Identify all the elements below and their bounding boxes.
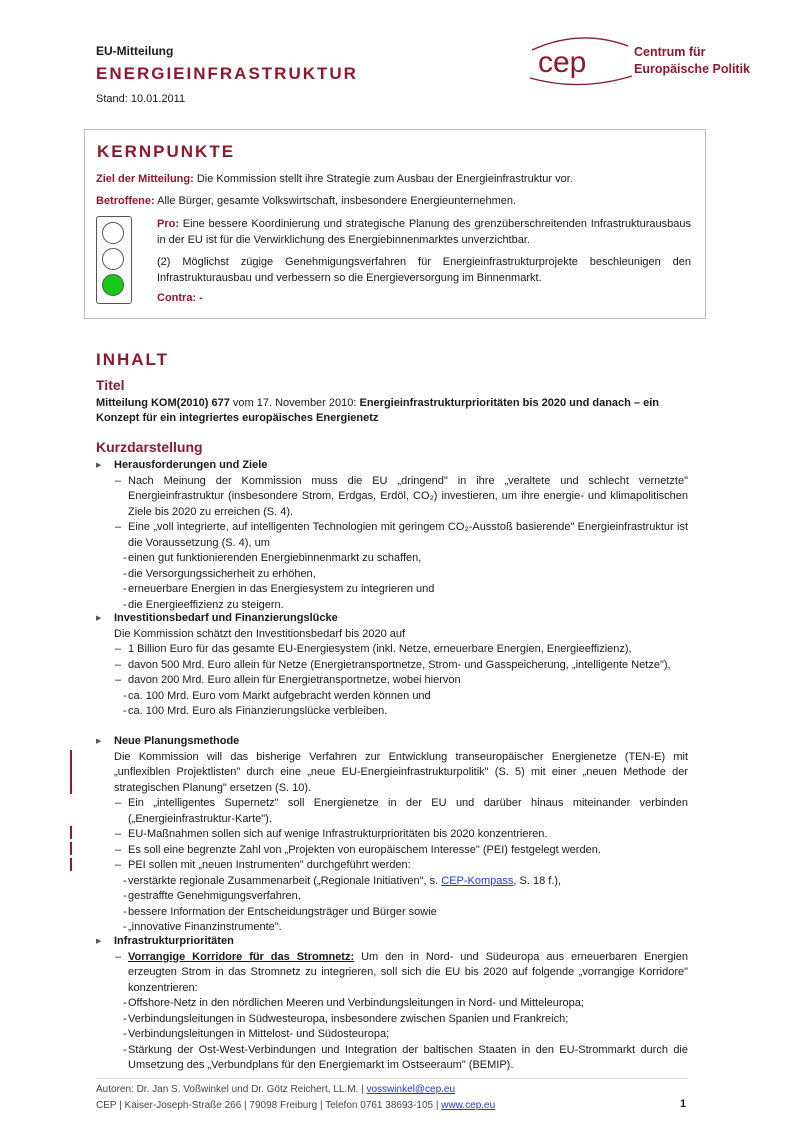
email-link[interactable]: vosswinkel@cep.eu — [366, 1084, 456, 1095]
betroffene-text: Alle Bürger, gesamte Volkswirtschaft, insbesondere Energieunternehmen. — [154, 195, 517, 207]
change-bar — [70, 826, 72, 839]
sub-item: - einen gut funktionierenden Energiebinnenmarkt zu schaffen, — [96, 551, 688, 567]
titel-plain: vom 17. November 2010: — [229, 397, 360, 409]
ziel-label: Ziel der Mitteilung: — [96, 173, 194, 185]
sub-item: - „innovative Finanzinstrumente". — [96, 920, 688, 936]
inhalt-heading: INHALT — [96, 350, 170, 369]
document-type: EU-Mitteilung — [96, 44, 174, 58]
section-intro: Die Kommission schätzt den Investitionsbedarf bis 2020 auf — [114, 627, 406, 640]
document-date: Stand: 10.01.2011 — [96, 93, 186, 105]
sub-item-text: verstärkte regionale Zusammenarbeit („Regionale Initiativen", s. — [128, 874, 442, 887]
change-bar — [70, 858, 72, 871]
dash-item: – davon 500 Mrd. Euro allein für Netze (Energietransportnetze, Strom- und Gasspeicherung, „intelligente Netze"), — [96, 658, 688, 674]
pro-paragraph — [157, 217, 691, 248]
dash-item: – Nach Meinung der Kommission muss die EU „dringend" in ihre „veraltete und schlecht vernetzte" Energieinfrastruktur (insbesondere Strom, Erdgas, Erdöl, CO₂) investieren, um ihre energie- und klimapolitischen Ziele bis 2020 zu erreichen (S. 4). — [96, 474, 688, 521]
korridore-text: Um den in Nord- und Südeuropa aus erneuerbaren Energien erzeugten Strom in das Stromnetz zu integrieren, soll sich die EU bis 2020 auf folgende „vorrangige Korridore" konzentrieren: — [128, 950, 688, 994]
section-heading: ▶ Herausforderungen und Ziele — [96, 458, 688, 474]
titel-heading: Titel — [96, 377, 125, 393]
sub-item: - Verbindungsleitungen in Mittelost- und Südosteuropa; — [96, 1027, 688, 1043]
cep-logo — [528, 30, 633, 86]
address-text: CEP | Kaiser-Joseph-Straße 266 | 79098 Freiburg | Telefon 0761 38693-105 | — [96, 1100, 442, 1111]
sub-item: - ca. 100 Mrd. Euro vom Markt aufgebracht werden können und — [96, 689, 688, 705]
dash-item: – EU-Maßnahmen sollen sich auf wenige Infrastrukturprioritäten bis 2020 konzentrieren. — [96, 827, 688, 843]
ziel-text: Die Kommission stellt ihre Strategie zum Ausbau der Energieinfrastruktur vor. — [193, 173, 573, 185]
section-heading: ▶ Neue Planungsmethode — [96, 734, 688, 750]
org-line-2: Europäische Politik — [634, 62, 751, 76]
footer-address — [96, 1098, 688, 1114]
cep-kompass-link[interactable]: CEP-Kompass — [441, 874, 514, 887]
sub-item: - ca. 100 Mrd. Euro als Finanzierungslücke verbleiben. — [96, 704, 688, 720]
dash-item: – Eine „voll integrierte, auf intelligenten Technologien mit geringem CO₂-Ausstoß basierende" Energieinfrastruktur ist die Voraussetzung (S. 4), um — [96, 520, 688, 551]
section-heading: ▶ Infrastrukturprioritäten — [96, 934, 688, 950]
logo-text: cep — [538, 46, 587, 79]
sub-item: - die Energieeffizienz zu steigern. — [96, 598, 688, 614]
org-line-1: Centrum für — [634, 45, 706, 59]
sub-item: - Stärkung der Ost-West-Verbindungen und Integration der baltischen Staaten in den EU-Strommarkt durch die Umsetzung des „Verbundplans für den Energiemarkt im Ostseeraum" (BEMIP). — [96, 1043, 688, 1074]
organization-name — [634, 44, 750, 78]
document-title: ENERGIEINFRASTRUKTUR — [96, 64, 358, 83]
footer-divider — [96, 1078, 688, 1079]
contra-label: Contra: — [157, 292, 197, 304]
dash-item: – 1 Billion Euro für das gesamte EU-Energiesystem (inkl. Netze, erneuerbare Energien, Energieeffizienz), — [96, 642, 688, 658]
footer-authors — [96, 1082, 688, 1098]
sub-item: - die Versorgungssicherheit zu erhöhen, — [96, 567, 688, 583]
sub-item: - gestraffte Genehmigungsverfahren, — [96, 889, 688, 905]
sub-item: - Offshore-Netz in den nördlichen Meeren und Verbindungsleitungen in Nord- und Mitteleuropa; — [96, 996, 688, 1012]
dash-item: – Ein „intelligentes Supernetz" soll Energienetze in der EU und darüber hinaus miteinander verbinden („Energieinfrastruktur-Karte"). — [96, 796, 688, 827]
korridore-label: Vorrangige Korridore für das Stromnetz: — [128, 950, 355, 963]
change-bar — [70, 842, 72, 855]
sub-item: - erneuerbare Energien in das Energiesystem zu integrieren und — [96, 582, 688, 598]
betroffene-label: Betroffene: — [96, 195, 155, 207]
dash-item: – davon 200 Mrd. Euro allein für Energietransportnetze, wobei hiervon — [96, 673, 688, 689]
pro-text: Eine bessere Koordinierung und strategische Planung des grenzüberschreitenden Infrastrukturausbaus in der EU ist für die Verwirklichung des Energiebinnenmarktes unverzichtbar. — [157, 218, 691, 246]
titel-paragraph — [96, 396, 688, 426]
section-intro: Die Kommission will das bisherige Verfahren zur Entwicklung transeuropäischer Energienetze (TEN-E) mit „unflexiblen Projektlisten" durch eine „neue EU-Energieinfrastrukturpolitik" (S. 5) mit einer „neuen Methode der strategischen Planung" ersetzen (S. 10). — [114, 750, 688, 794]
footer — [96, 1082, 688, 1114]
section-planungsmethode — [96, 734, 688, 936]
sub-item — [96, 874, 688, 890]
dash-item: – PEI sollen mit „neuen Instrumenten" durchgeführt werden: — [96, 858, 688, 874]
traffic-light-red-lamp — [102, 222, 124, 244]
betroffene-line — [96, 195, 516, 207]
change-bar — [70, 750, 72, 794]
contra-text: - — [196, 292, 203, 304]
sub-item: - bessere Information der Entscheidungsträger und Bürger sowie — [96, 905, 688, 921]
website-link[interactable]: www.cep.eu — [441, 1100, 496, 1111]
dash-item — [96, 950, 688, 997]
traffic-light-yellow-lamp — [102, 248, 124, 270]
section-infrastrukturprioritaeten — [96, 934, 688, 1074]
pro-label: Pro: — [157, 218, 179, 230]
authors-text: Autoren: Dr. Jan S. Voßwinkel und Dr. Götz Reichert, LL.M. | — [96, 1084, 367, 1095]
section-investitionsbedarf — [96, 611, 688, 720]
section-heading: ▶ Investitionsbedarf und Finanzierungslücke — [96, 611, 688, 627]
contra-line — [157, 291, 691, 307]
traffic-light-green-lamp — [102, 274, 124, 296]
sub-item-text: , S. 18 f.), — [513, 874, 562, 887]
dash-item: – Es soll eine begrenzte Zahl von „Projekten von europäischem Interesse" (PEI) festgelegt werden. — [96, 843, 688, 859]
titel-bold-1: Mitteilung KOM(2010) 677 — [96, 397, 230, 409]
page-number: 1 — [680, 1098, 687, 1110]
kurzdarstellung-heading: Kurzdarstellung — [96, 439, 203, 455]
kernpunkte-box — [84, 129, 706, 319]
section-herausforderungen — [96, 458, 688, 613]
pro-2-paragraph: (2) Möglichst zügige Genehmigungsverfahren für Energieinfrastrukturprojekte beschleunigen den Infrastrukturausbau und verbessern so die Energieversorgung im Binnenmarkt. — [157, 256, 691, 284]
kernpunkte-title: KERNPUNKTE — [97, 142, 236, 161]
traffic-light-icon — [96, 216, 132, 304]
titel-bold-2: Energieinfrastrukturprioritäten bis 2020 und danach – ein Konzept für ein integriertes europäisches Energienetz — [96, 397, 660, 424]
sub-item: - Verbindungsleitungen in Südwesteuropa, insbesondere zwischen Spanien und Frankreich; — [96, 1012, 688, 1028]
ziel-line — [96, 173, 573, 185]
